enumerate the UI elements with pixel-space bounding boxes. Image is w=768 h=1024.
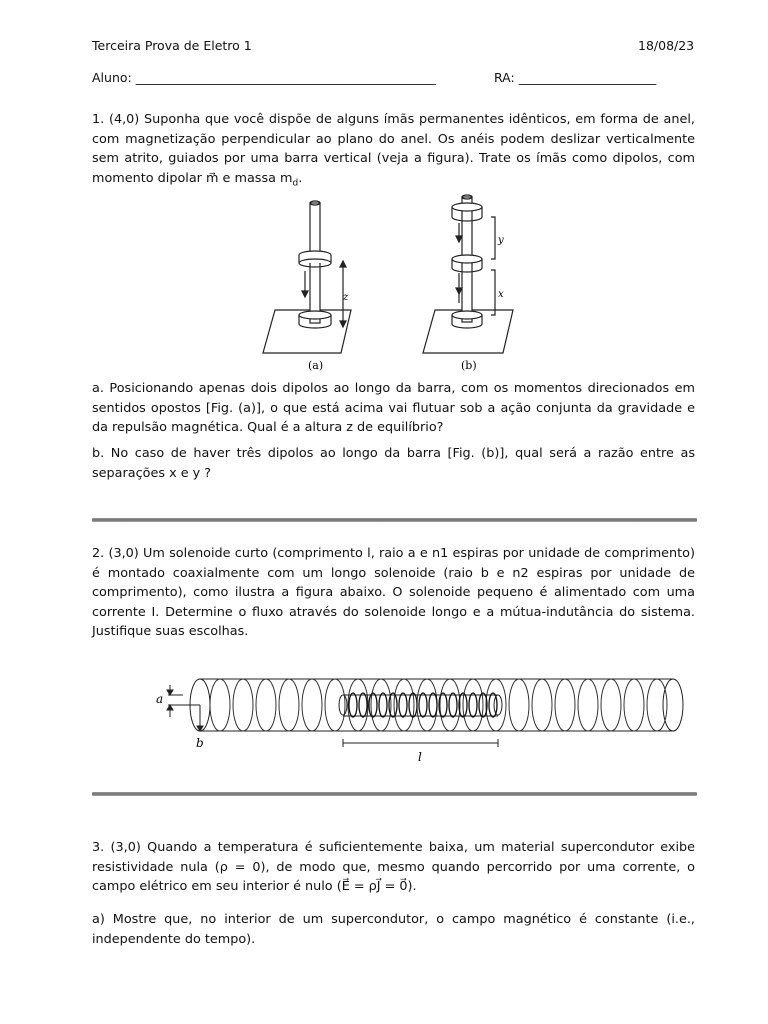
- q3-text: 3. (3,0) Quando a temperatura é suficientemente baixa, um material supercondutor exibe resistividade nula (ρ = 0), de modo que, mesmo quando percorrido por uma corrente, o campo elétrico em seu interior é nulo (E⃗ = ρJ⃗ = 0⃗).: [92, 840, 695, 894]
- divider: [92, 792, 697, 796]
- q2-text: 2. (3,0) Um solenoide curto (comprimento l, raio a e n1 espiras por unidade de comprimento) é montado coaxialmente com um longo solenoide (raio b e n2 espiras por unidade de comprimento), como ilustra a figura abaixo. O solenoide pequeno é alimentado com uma corrente I. Determine o fluxo através do solenoide longo e a mútua-indutância do sistema. Justifique suas escolhas.: [92, 546, 695, 639]
- exam-date: 18/08/23: [638, 38, 695, 53]
- aluno-field: Aluno: ________________________________________________: [92, 70, 436, 85]
- fig-y-label: y: [498, 235, 504, 246]
- fig-l-length-label: l: [418, 750, 422, 764]
- fig-a-radius-label: a: [156, 692, 164, 706]
- fig-b-radius-label: b: [196, 736, 204, 750]
- q1-part-b: b. No caso de haver três dipolos ao longo da barra [Fig. (b)], qual será a razão entre as separações x e y ?: [92, 446, 695, 481]
- q1-part-a: a. Posicionando apenas dois dipolos ao longo da barra, com os momentos direcionados em sentidos opostos [Fig. (a)], o que está acima vai flutuar sob a ação conjunta da gravidade e da repulsão magnética. Qual é a altura z de equilíbrio?: [92, 381, 695, 435]
- fig-b-label: (b): [461, 359, 477, 372]
- ra-field: RA: ______________________: [494, 70, 657, 85]
- divider: [92, 518, 697, 522]
- figure-b: [423, 195, 513, 353]
- fig-z-label: z: [343, 292, 349, 303]
- q1-intro-end: .: [298, 170, 303, 186]
- q1-intro-sub: d: [292, 178, 299, 189]
- q2-solenoid-figure: [148, 655, 698, 770]
- exam-title: Terceira Prova de Eletro 1: [92, 38, 252, 53]
- fig-a-label: (a): [308, 359, 324, 372]
- q3-part-a: a) Mostre que, no interior de um supercondutor, o campo magnético é constante (i.e., independente do tempo).: [92, 912, 695, 947]
- q1-figure: [255, 193, 530, 373]
- q1-intro-text: 1. (4,0) Suponha que você dispõe de alguns ímãs permanentes idênticos, em forma de anel, com magnetização perpendicular ao plano do anel. Os anéis podem deslizar verticalmente sem atrito, guiados por uma barra vertical (veja a figura). Trate os ímãs como dipolos, com momento dipolar m⃗ e massa m: [92, 112, 695, 186]
- q1-intro: [92, 110, 695, 194]
- fig-x-label: x: [498, 289, 504, 300]
- figure-a: [263, 201, 351, 353]
